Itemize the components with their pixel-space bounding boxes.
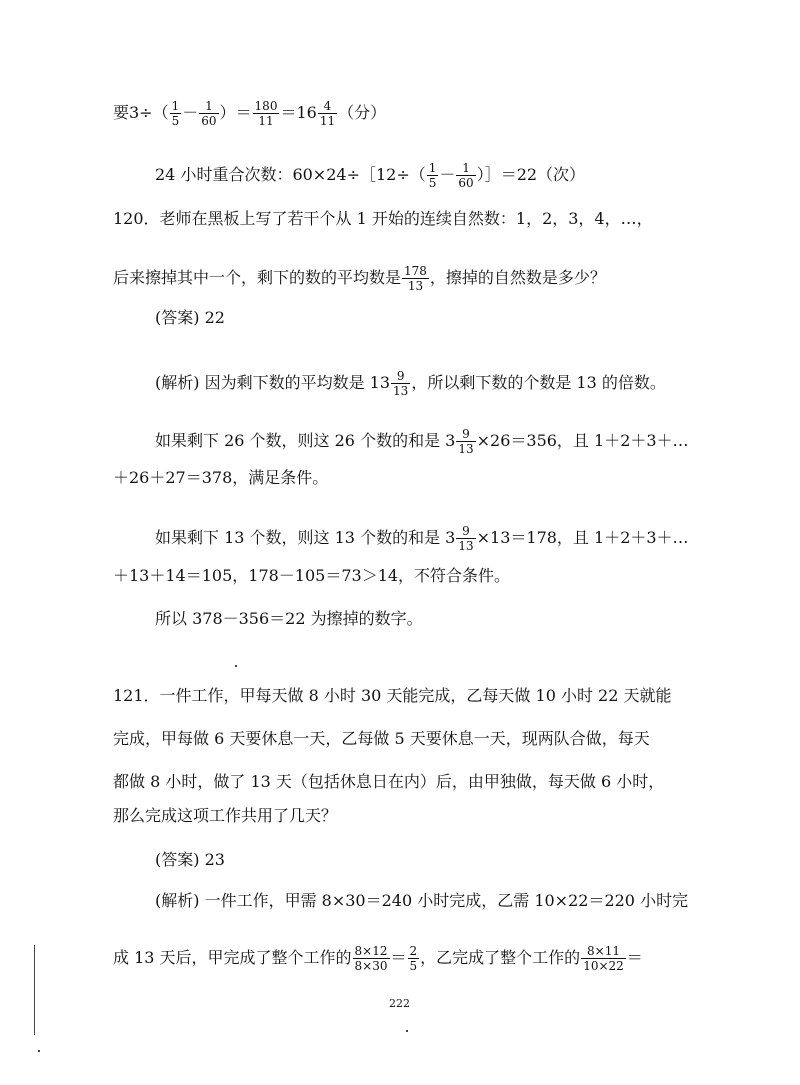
fraction: $\frac{178}{13}$: [404, 264, 427, 293]
fraction: $\frac{2}{5}$: [409, 944, 418, 973]
q121-line-2: 完成，甲每做 6 天要休息一天，乙每做 5 天要休息一天，现两队合做，每天: [113, 729, 650, 748]
q121-line-3: 都做 8 小时，做了 13 天（包括休息日在内）后，由甲独做，每天做 6 小时，: [113, 772, 665, 791]
fraction: $\frac{1}{5}$: [428, 161, 437, 190]
q121-answer: (答案) 23: [155, 850, 225, 869]
fraction: $\frac{180}{11}$: [254, 99, 278, 128]
q120-explanation-5: ＋13＋14＝105，178－105＝73＞14，不符合条件。: [113, 566, 511, 585]
fraction: $\frac{4}{11}$: [319, 99, 336, 128]
solution-line-2: 24 小时重合次数：60×24÷［12÷（ $\frac{1}{5}$ － $\frac{1}{60}$ ）］＝22（次）: [155, 161, 586, 190]
scan-mark: [34, 945, 35, 1035]
q120-explanation-3: ＋26＋27＝378，满足条件。: [113, 468, 329, 487]
q120-line-2: 后来擦掉其中一个，剩下的数的平均数是 $\frac{178}{13}$ ，擦掉的自然数是多少？: [113, 264, 606, 293]
q121-line-1: 121．一件工作，甲每天做 8 小时 30 天能完成，乙每天做 10 小时 22 天就能: [113, 686, 672, 705]
q121-line-4: 那么完成这项工作共用了几天？: [113, 806, 338, 825]
q120-explanation-6: 所以 378－356＝22 为擦掉的数字。: [155, 609, 423, 628]
q120-line-1: 120．老师在黑板上写了若干个从 1 开始的连续自然数：1，2，3，4，…，: [113, 209, 653, 228]
fraction: $\frac{9}{13}$: [393, 369, 409, 398]
solution-line-1: 要3÷（ $\frac{1}{5}$ － $\frac{1}{60}$ ）＝ $\frac{180}{11}$ ＝16 $\frac{4}{11}$ （分）: [113, 99, 387, 128]
fraction: $\frac{9}{13}$: [458, 427, 474, 456]
q121-explanation-1: (解析) 一件工作，甲需 8×30＝240 小时完成，乙需 10×22＝220 小时完: [155, 891, 689, 910]
scan-mark: [406, 1030, 408, 1032]
fraction: $\frac{1}{60}$: [458, 161, 474, 190]
page-number: 222: [389, 997, 410, 1010]
fraction: $\frac{9}{13}$: [458, 524, 474, 553]
q121-explanation-2: 成 13 天后，甲完成了整个工作的 $\frac{8\times 12}{8\times 30}$ ＝ $\frac{2}{5}$ ，乙完成了整个工作的 $\frac{8\times 11}{10\times 22}$ ＝: [113, 944, 643, 973]
q120-explanation-4: 如果剩下 13 个数，则这 13 个数的和是 3 $\frac{9}{13}$ ×13＝178，且 1＋2＋3＋…: [155, 524, 689, 553]
scan-mark: [38, 1050, 40, 1052]
q120-answer: (答案) 22: [155, 308, 225, 327]
fraction: $\frac{1}{5}$: [171, 99, 180, 128]
q120-explanation-2: 如果剩下 26 个数，则这 26 个数的和是 3 $\frac{9}{13}$ ×26＝356，且 1＋2＋3＋…: [155, 427, 689, 456]
q120-explanation-1: (解析) 因为剩下数的平均数是 13 $\frac{9}{13}$ ，所以剩下数的个数是 13 的倍数。: [155, 369, 666, 398]
fraction: $\frac{8\times 12}{8\times 30}$: [354, 944, 388, 973]
scan-mark: [235, 665, 237, 667]
fraction: $\frac{1}{60}$: [201, 99, 217, 128]
fraction: $\frac{8\times 11}{10\times 22}$: [583, 944, 624, 973]
text: 要3÷（: [113, 103, 169, 122]
